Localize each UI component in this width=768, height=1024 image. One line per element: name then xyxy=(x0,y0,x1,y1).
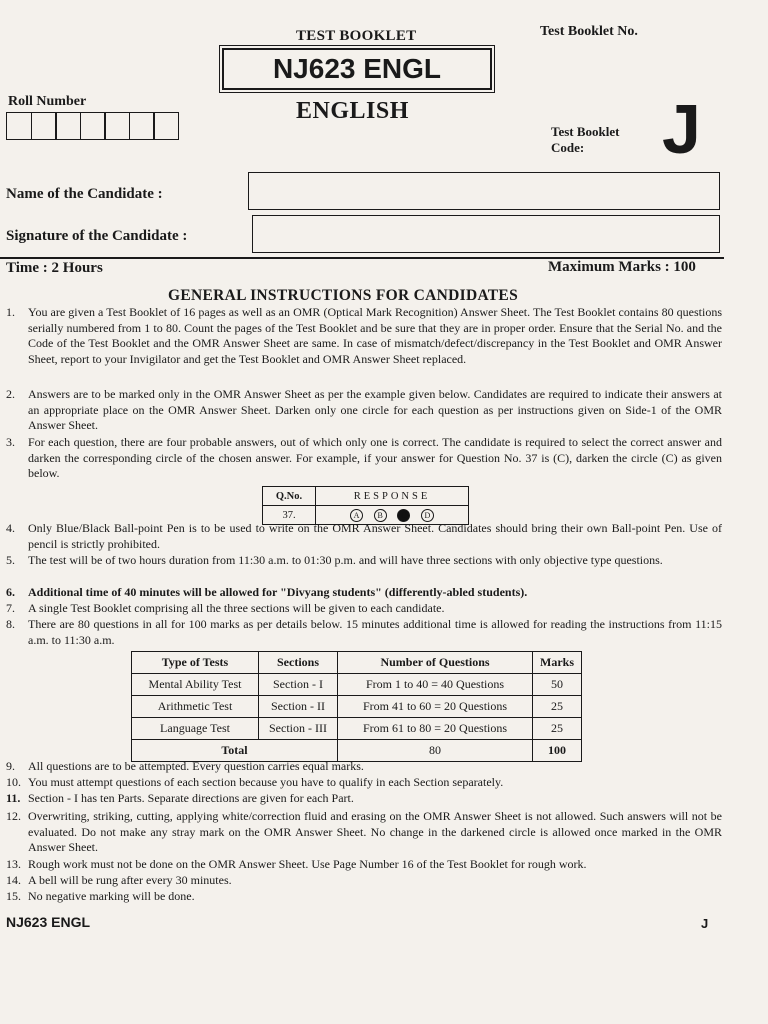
instruction-number: 3. xyxy=(6,435,15,449)
instruction-text: Section - I has ten Parts. Separate directions are given for each Part. xyxy=(28,791,354,805)
instructions-heading: GENERAL INSTRUCTIONS FOR CANDIDATES xyxy=(168,287,518,304)
footer-paper-code: NJ623 ENGL xyxy=(6,914,91,930)
table-row xyxy=(132,674,582,696)
instruction-text: You are given a Test Booklet of 16 pages as well as an OMR (Optical Mark Recognition) Answer Sheet. The Test Booklet contains 80 questions serially numbered from 1 to 80. Count the pages of the Test Booklet and be sure that they are in proper order. Ensure that the Serial No. and the Code of the Test Booklet and the OMR Answer Sheet are same. In case of mismatch/defect/discrepancy in the Test Booklet and OMR Answer Sheet, report to your Invigilator and get the Test Booklet and OMR Answer Sheet replaced. xyxy=(28,305,722,366)
qno-header: Q.No. xyxy=(263,487,316,506)
cell-total-label: Total xyxy=(132,740,338,762)
cell-questions: From 41 to 60 = 20 Questions xyxy=(338,696,533,718)
roll-digit-box[interactable] xyxy=(153,112,179,140)
cell-marks: 25 xyxy=(533,718,582,740)
roll-digit-box[interactable] xyxy=(129,112,155,140)
option-c-circle-filled: C xyxy=(397,509,410,522)
footer-booklet-code: J xyxy=(701,916,709,931)
instruction-text: A single Test Booklet comprising all the three sections will be given to each candidate. xyxy=(28,601,445,615)
instruction-number: 10. xyxy=(6,775,21,789)
booklet-number-label: Test Booklet No. xyxy=(540,24,638,39)
candidate-name-label: Name of the Candidate : xyxy=(6,186,163,202)
instruction-text: All questions are to be attempted. Every question carries equal marks. xyxy=(28,759,364,773)
instruction-number: 8. xyxy=(6,617,15,631)
booklet-code-label xyxy=(551,124,620,156)
instruction-text: Additional time of 40 minutes will be allowed for "Divyang students" (differently-abled students). xyxy=(28,585,528,599)
instruction-text: Answers are to be marked only in the OMR Answer Sheet as per the example given below. Candidates are required to indicate their answers at an appropriate place on the OMR Answer Sheet. Darken only one circle for each question as per instructions given on Side-1 of the OMR Answer Sheet. xyxy=(28,387,722,433)
table-total-row xyxy=(132,740,582,762)
instruction-text: There are 80 questions in all for 100 marks as per details below. 15 minutes additional time is allowed for reading the instructions from 11:15 a.m. to 11:30 a.m. xyxy=(28,617,722,647)
header-marks: Marks xyxy=(533,652,582,674)
instruction-number: 13. xyxy=(6,857,21,871)
header-type: Type of Tests xyxy=(132,652,259,674)
booklet-title: TEST BOOKLET xyxy=(296,28,417,44)
paper-code-box: NJ623 ENGL xyxy=(222,48,492,90)
sections-table xyxy=(131,651,582,762)
instruction-text: A bell will be rung after every 30 minutes. xyxy=(28,873,232,887)
roll-digit-box[interactable] xyxy=(6,112,32,140)
instruction-text: For each question, there are four probable answers, out of which only one is correct. The candidate is required to select the correct answer and darken the corresponding circle of the chosen answer. For example, if your answer for Question No. 37 is (C), darken the circle (C) as given below. xyxy=(28,435,722,481)
instruction-text: You must attempt questions of each section because you have to qualify in each Section separately. xyxy=(28,775,504,789)
cell-section: Section - I xyxy=(259,674,338,696)
instruction-text: Rough work must not be done on the OMR Answer Sheet. Use Page Number 16 of the Test Booklet for rough work. xyxy=(28,857,587,871)
instruction-number: 6. xyxy=(6,585,15,599)
instruction-number: 5. xyxy=(6,553,15,567)
instruction-text: No negative marking will be done. xyxy=(28,889,195,903)
instruction-number: 7. xyxy=(6,601,15,615)
cell-type: Mental Ability Test xyxy=(132,674,259,696)
cell-questions: From 61 to 80 = 20 Questions xyxy=(338,718,533,740)
roll-digit-box[interactable] xyxy=(55,112,81,140)
response-header: RESPONSE xyxy=(316,487,469,506)
header-sections: Sections xyxy=(259,652,338,674)
booklet-code-label-line2: Code: xyxy=(551,140,585,155)
instruction-number: 11. xyxy=(6,791,21,805)
instruction-number: 12. xyxy=(6,809,21,823)
instruction-number: 1. xyxy=(6,305,15,319)
subject-title: ENGLISH xyxy=(296,98,409,124)
cell-type: Arithmetic Test xyxy=(132,696,259,718)
instruction-number: 9. xyxy=(6,759,15,773)
header-questions: Number of Questions xyxy=(338,652,533,674)
booklet-code-label-line1: Test Booklet xyxy=(551,124,620,139)
cell-type: Language Test xyxy=(132,718,259,740)
roll-digit-box[interactable] xyxy=(104,112,130,140)
cell-total-marks: 100 xyxy=(533,740,582,762)
response-options xyxy=(316,506,469,525)
cell-questions: From 1 to 40 = 40 Questions xyxy=(338,674,533,696)
exam-max-marks: Maximum Marks : 100 xyxy=(548,259,696,275)
booklet-code-letter: J xyxy=(662,90,701,168)
table-row xyxy=(132,696,582,718)
table-row xyxy=(132,718,582,740)
instruction-number: 14. xyxy=(6,873,21,887)
qno-value: 37. xyxy=(263,506,316,525)
instruction-text: The test will be of two hours duration from 11:30 a.m. to 01:30 p.m. and will have three sections with only objective type questions. xyxy=(28,553,663,567)
candidate-name-field[interactable] xyxy=(248,172,720,210)
cell-total-questions: 80 xyxy=(338,740,533,762)
instruction-text: Overwriting, striking, cutting, applying white/correction fluid and erasing on the OMR Answer Sheet is not allowed. Such answers will not be evaluated. Do not make any stray mark on the OMR Answer Sheet. No change in the darkened circle is allowed once marked in the OMR Answer Sheet. xyxy=(28,809,722,855)
candidate-signature-field[interactable] xyxy=(252,215,720,253)
cell-marks: 50 xyxy=(533,674,582,696)
cell-section: Section - II xyxy=(259,696,338,718)
exam-time: Time : 2 Hours xyxy=(6,260,103,276)
cell-marks: 25 xyxy=(533,696,582,718)
instruction-text: Only Blue/Black Ball-point Pen is to be used to write on the OMR Answer Sheet. Candidates should bring their own Ball-point Pen. Use of pencil is strictly prohibited. xyxy=(28,521,722,551)
roll-digit-box[interactable] xyxy=(80,112,106,140)
cell-section: Section - III xyxy=(259,718,338,740)
option-b-circle: B xyxy=(374,509,387,522)
response-example-table xyxy=(262,486,469,525)
instruction-number: 4. xyxy=(6,521,15,535)
option-a-circle: A xyxy=(350,509,363,522)
roll-number-boxes xyxy=(6,112,178,140)
instruction-number: 2. xyxy=(6,387,15,401)
roll-number-label: Roll Number xyxy=(8,94,87,109)
instruction-number: 15. xyxy=(6,889,21,903)
option-d-circle: D xyxy=(421,509,434,522)
candidate-signature-label: Signature of the Candidate : xyxy=(6,228,188,244)
roll-digit-box[interactable] xyxy=(31,112,57,140)
